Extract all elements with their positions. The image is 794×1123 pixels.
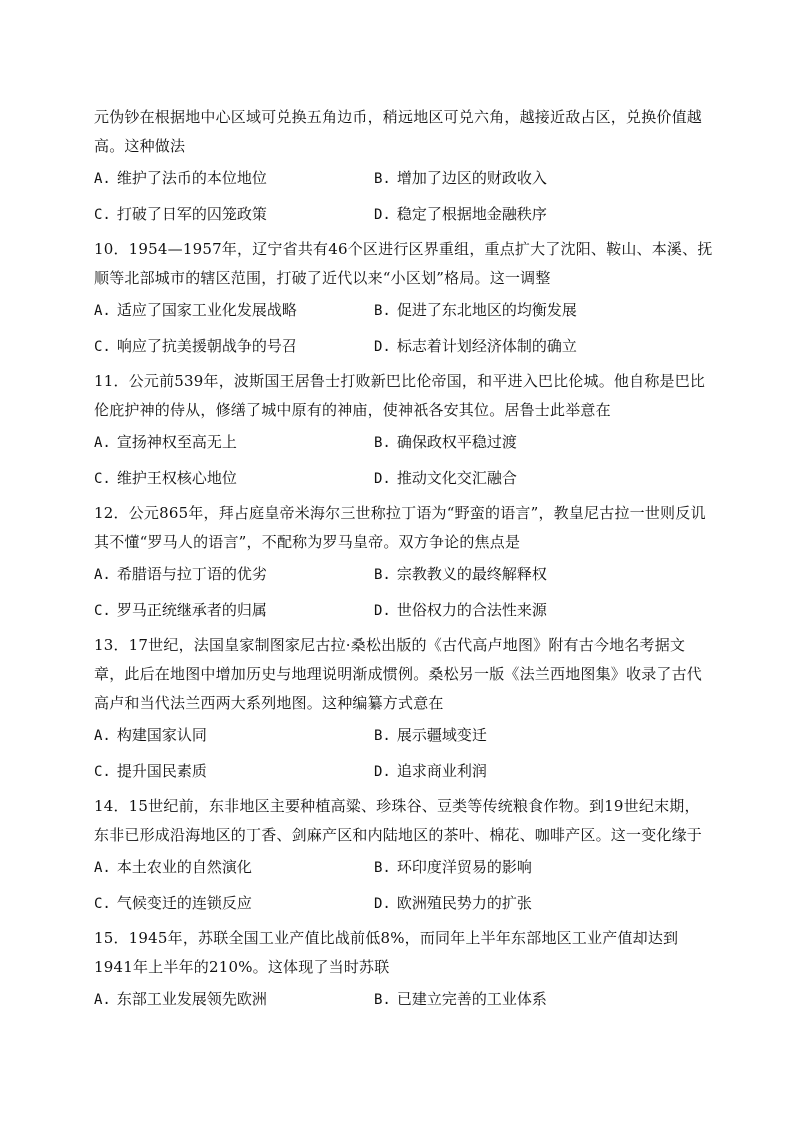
question-11-options bbox=[94, 425, 714, 497]
question-15-stem: 15．1945年，苏联全国工业产值比战前低8%，而同年上半年东部地区工业产值却达到1941年上半年的210%。这体现了当时苏联 bbox=[94, 929, 679, 976]
option-d: D. 推动文化交汇融合 bbox=[374, 469, 517, 487]
question-12-options bbox=[94, 557, 714, 629]
option-a: A. 本土农业的自然演化 bbox=[94, 858, 252, 876]
option-a: A. 东部工业发展领先欧洲 bbox=[94, 990, 267, 1008]
option-b: B. 促进了东北地区的均衡发展 bbox=[374, 301, 577, 319]
question-10-options bbox=[94, 293, 714, 365]
option-d: D. 追求商业利润 bbox=[374, 762, 487, 780]
option-c: C. 维护王权核心地位 bbox=[94, 469, 237, 487]
option-d: D. 标志着计划经济体制的确立 bbox=[374, 337, 577, 355]
option-c: C. 打破了日军的囚笼政策 bbox=[94, 205, 267, 223]
question-11-stem: 11．公元前539年，波斯国王居鲁士打败新巴比伦帝国，和平进入巴比伦城。他自称是巴比伦庇护神的侍从，修缮了城中原有的神庙，使神祇各安其位。居鲁士此举意在 bbox=[94, 372, 706, 419]
question-14-options bbox=[94, 850, 714, 922]
question-10-stem: 10．1954—1957年，辽宁省共有46个区进行区界重组，重点扩大了沈阳、鞍山、本溪、抚顺等北部城市的辖区范围，打破了近代以来“小区划”格局。这一调整 bbox=[94, 240, 713, 287]
question-9-stem-continuation: 元伪钞在根据地中心区域可兑换五角边币，稍远地区可兑六角，越接近敌占区，兑换价值越高。这种做法 bbox=[94, 108, 703, 155]
exam-page bbox=[94, 103, 714, 1018]
option-b: B. 增加了边区的财政收入 bbox=[374, 169, 547, 187]
option-b: B. 宗教教义的最终解释权 bbox=[374, 565, 547, 583]
option-c: C. 提升国民素质 bbox=[94, 762, 207, 780]
option-b: B. 展示疆域变迁 bbox=[374, 726, 487, 744]
question-12-stem: 12．公元865年，拜占庭皇帝米海尔三世称拉丁语为“野蛮的语言”，教皇尼古拉一世则反讥其不懂“罗马人的语言”，不配称为罗马皇帝。双方争论的焦点是 bbox=[94, 504, 706, 551]
option-a: A. 宣扬神权至高无上 bbox=[94, 433, 237, 451]
option-a: A. 构建国家认同 bbox=[94, 726, 207, 744]
question-14-stem: 14．15世纪前，东非地区主要种植高粱、珍珠谷、豆类等传统粮食作物。到19世纪末期，东非已形成沿海地区的丁香、剑麻产区和内陆地区的茶叶、棉花、咖啡产区。这一变化缘于 bbox=[94, 797, 703, 844]
option-a: A. 适应了国家工业化发展战略 bbox=[94, 301, 297, 319]
option-c: C. 响应了抗美援朝战争的号召 bbox=[94, 337, 297, 355]
option-c: C. 罗马正统继承者的归属 bbox=[94, 601, 267, 619]
option-b: B. 环印度洋贸易的影响 bbox=[374, 858, 532, 876]
question-13-options bbox=[94, 718, 714, 790]
question-15-options bbox=[94, 982, 714, 1018]
option-d: D. 稳定了根据地金融秩序 bbox=[374, 205, 547, 223]
option-b: B. 已建立完善的工业体系 bbox=[374, 990, 547, 1008]
option-a: A. 希腊语与拉丁语的优劣 bbox=[94, 565, 267, 583]
option-c: C. 气候变迁的连锁反应 bbox=[94, 894, 252, 912]
option-d: D. 欧洲殖民势力的扩张 bbox=[374, 894, 532, 912]
question-9-options bbox=[94, 161, 714, 233]
option-d: D. 世俗权力的合法性来源 bbox=[374, 601, 547, 619]
option-b: B. 确保政权平稳过渡 bbox=[374, 433, 517, 451]
option-a: A. 维护了法币的本位地位 bbox=[94, 169, 267, 187]
question-13-stem: 13．17世纪，法国皇家制图家尼古拉·桑松出版的《古代高卢地图》附有古今地名考据文章，此后在地图中增加历史与地理说明渐成惯例。桑松另一版《法兰西地图集》收录了古代高卢和当代法兰西两大系列地图。这种编纂方式意在 bbox=[94, 636, 703, 712]
